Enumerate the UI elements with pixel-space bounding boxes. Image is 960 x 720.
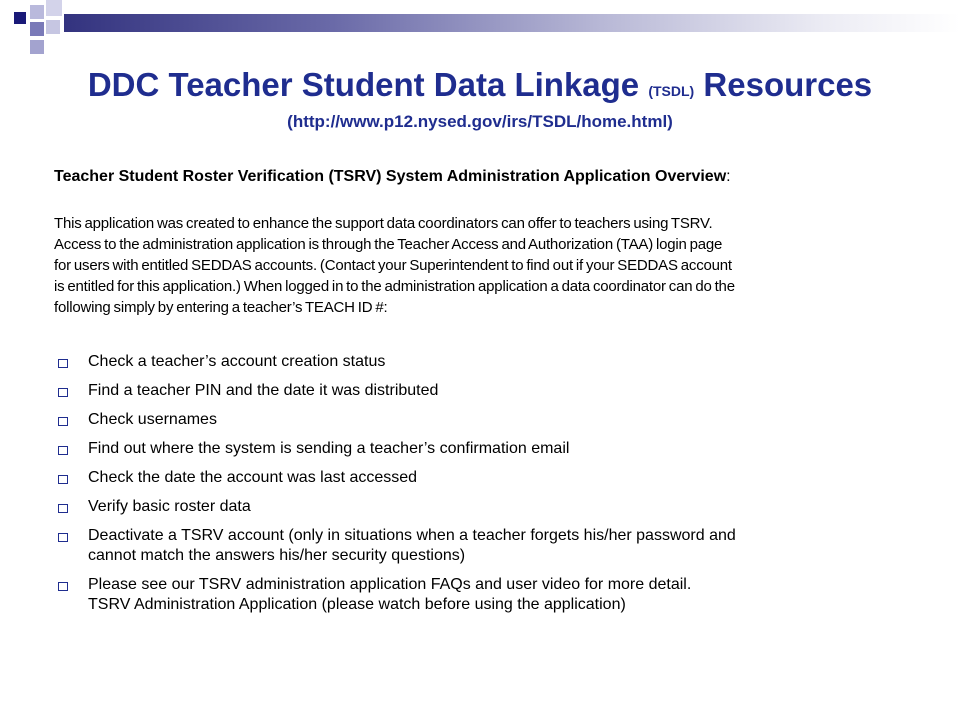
square-bullet-icon [58,582,68,591]
list-item-text: Check usernames [88,411,217,428]
square-bullet-icon [58,533,68,542]
list-item [58,575,938,615]
list-item [58,410,938,430]
title-url: (http://www.p12.nysed.gov/irs/TSDL/home.html) [287,112,673,131]
list-item [58,352,938,372]
paragraph-line: for users with entitled SEDDAS accounts. (Contact your Superintendent to find out if your SEDDAS account [54,257,732,274]
header-gradient-bar [64,14,960,32]
overview-paragraph [54,213,954,318]
title-end: Resources [694,66,873,103]
list-item-text: Deactivate a TSRV account (only in situations when a teacher forgets his/her password and [88,527,736,544]
list-item [58,497,938,517]
square-bullet-icon [58,388,68,397]
title-acronym: (TSDL) [648,83,695,99]
list-item [58,439,938,459]
paragraph-line: is entitled for this application.) When logged in to the administration application a data coordinator can do the [54,278,735,295]
section-heading [54,168,934,186]
paragraph-line: following simply by entering a teacher’s TEACH ID #: [54,299,388,316]
list-item-text: Find out where the system is sending a teacher’s confirmation email [88,440,570,457]
title-main: DDC Teacher Student Data Linkage [87,66,649,103]
list-item-text: Verify basic roster data [88,498,251,515]
list-item-text: Check a teacher’s account creation status [88,353,386,370]
tsrv-admin-app-link[interactable]: TSRV Administration Application (please watch before using the application) [88,596,626,613]
paragraph-line: This application was created to enhance the support data coordinators can offer to teachers using TSRV. [54,215,713,232]
heading-text: Teacher Student Roster Verification (TSRV) System Administration Application Overview [54,168,727,185]
list-item-text: Please see our TSRV administration application FAQs and user video for more detail. [88,576,692,593]
slide-header-decoration [0,0,960,60]
square-bullet-icon [58,359,68,368]
deco-square [46,0,62,16]
list-item [58,526,938,566]
slide-title [0,66,960,104]
deco-square [30,40,44,54]
deco-square [14,12,26,24]
list-item [58,468,938,488]
deco-square [46,20,60,34]
list-item-text: Find a teacher PIN and the date it was distributed [88,382,439,399]
square-bullet-icon [58,446,68,455]
square-bullet-icon [58,504,68,513]
deco-square [30,22,44,36]
heading-colon: : [726,168,731,185]
list-item [58,381,938,401]
deco-square [30,5,44,19]
paragraph-line: Access to the administration application is through the Teacher Access and Authorization (TAA) login page [54,236,723,253]
feature-list [58,352,938,624]
list-item-text: Check the date the account was last accessed [88,469,418,486]
list-item-text: cannot match the answers his/her security questions) [88,547,466,564]
square-bullet-icon [58,417,68,426]
square-bullet-icon [58,475,68,484]
